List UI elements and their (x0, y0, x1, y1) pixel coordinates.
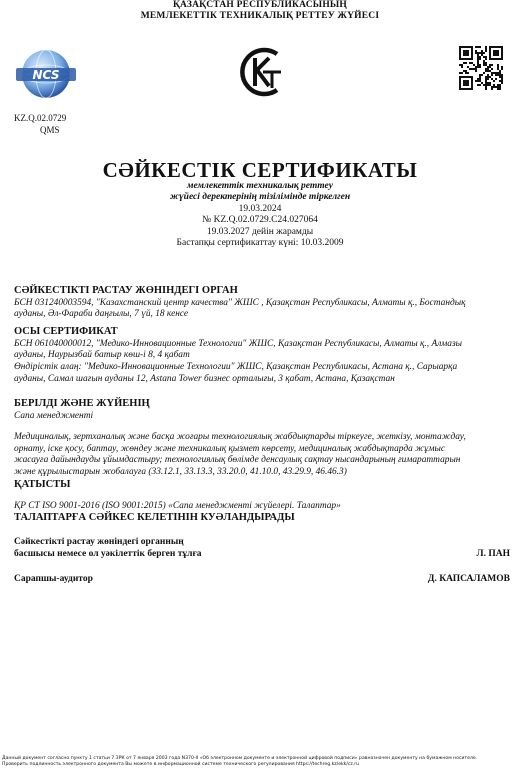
holder-line-2: ауданы, Наурызбай батыр көш-і 8, 4 қабат (14, 350, 190, 360)
valid-until: 19.03.2027 дейін жарамды (206, 227, 314, 237)
footer-legal-line-1: Данный документ согласно пункту 1 статьи 7 ЗРК от 7 января 2003 года N370-II «Об электронном документе и электронной цифровой подписи» равнозначен документу на бумажном носителе. (2, 756, 478, 761)
system-name: Сапа менеджменті (14, 411, 94, 421)
section-certificate-heading: ОСЫ СЕРТИФИКАТ (14, 326, 118, 337)
section-system-heading: БЕРІЛДІ ЖӘНЕ ЖҮЙЕНІҢ (14, 398, 150, 409)
header-line-2: МЕМЛЕКЕТТІК ТЕХНИКАЛЫҚ РЕТТЕУ ЖҮЙЕСІ (140, 11, 380, 21)
ncs-logo-text: NCS (32, 68, 60, 82)
scope-line-2: орнату, іске қосу, баптау, жөндеу және техникалық қызмет көрсету, медициналық жабдықтарда жұмыс (14, 444, 446, 454)
auditor-title: Сарапшы-аудитор (14, 574, 93, 584)
subtitle-line-1: мемлекеттік техникалық реттеу (187, 181, 333, 191)
kz-conformity-mark-icon (233, 42, 289, 102)
header-line-1: ҚАЗАҚСТАН РЕСПУБЛИКАСЫНЫҢ (172, 0, 348, 10)
holder-line-4: ауданы, Самал шағын ауданы 12, Astana Tower бизнес орталығы, 3 қабат, Астана, Қазақстан (14, 374, 395, 384)
holder-line-1: БСН 061040000012, "Медико-Инновационные Технологии" ЖШС, Қазақстан Республикасы, Алматы қ., Алмазы (14, 339, 462, 349)
auditor-name: Д. КАПСАЛАМОВ (427, 574, 510, 584)
scope-line-4: және құрылыстарын жобалауға (33.12.1, 33.13.3, 33.20.0, 41.10.0, 43.29.9, 46.46.3) (14, 467, 347, 477)
registry-type: QMS (40, 125, 60, 135)
scope-line-3: жасауға дайындауды ұйымдастыру; технологиялық бөлімде денсаулық сақтау нысандарының ғимараттарын (14, 455, 461, 465)
ncs-globe-logo (14, 48, 78, 100)
subtitle-line-2: жүйесі деректерінің тізілімінде тіркелген (169, 192, 351, 202)
initial-certification-date: Бастапқы сертификаттау күні: 10.03.2009 (176, 238, 344, 248)
organ-details-line-2: ауданы, Әл-Фараби даңғылы, 7 үй, 18 кенсе (14, 309, 189, 319)
section-relation-heading: ҚАТЫСТЫ (14, 479, 71, 490)
section-confirmation-heading: ТАЛАПТАРҒА СӘЙКЕС КЕЛЕТІНІН КУӘЛАНДЫРАДЫ (14, 512, 295, 523)
signatory-name: Л. ПАН (476, 549, 510, 559)
certificate-number: № KZ.Q.02.0729.С24.027064 (202, 215, 318, 225)
qr-code-icon (459, 46, 503, 90)
holder-line-3: Өндірістік алаң: "Медико-Инновационные Технологии" ЖШС, Қазақстан Республикасы, Астана қ., Сарыарқа (14, 362, 458, 372)
registration-date: 19.03.2024 (238, 204, 282, 214)
registry-code: KZ.Q.02.0729 (14, 113, 67, 123)
organ-details-line-1: БСН 031240003594, "Казахстанский центр качества" ЖШС , Қазақстан Республикасы, Алматы қ., Бостандық (14, 298, 466, 308)
section-organ-heading: СӘЙКЕСТІКТІ РАСТАУ ЖӨНІНДЕГІ ОРГАН (14, 285, 238, 296)
signatory-title-line-1: Сәйкестікті растау жөніндегі органның (14, 537, 184, 547)
scope-line-1: Медициналық, зертханалық және басқа жоғары технологиялық жабдықтарды тіркеуге, жеткізу, монтаждау, (14, 432, 466, 442)
signatory-title-line-2: басшысы немесе ол уәкілеттік берген тұлға (14, 549, 202, 559)
standard-reference: ҚР СТ ISO 9001-2016 (ISO 9001:2015) «Сапа менеджменті жүйелері. Талаптар» (14, 501, 341, 511)
footer-legal-line-2: Проверить подлинность электронного документа Вы можете в информационной системе технического регулирования https://techreg.kz/ekk/cz.ru (2, 762, 360, 767)
certificate-title: СӘЙКЕСТІК СЕРТИФИКАТЫ (102, 158, 418, 182)
